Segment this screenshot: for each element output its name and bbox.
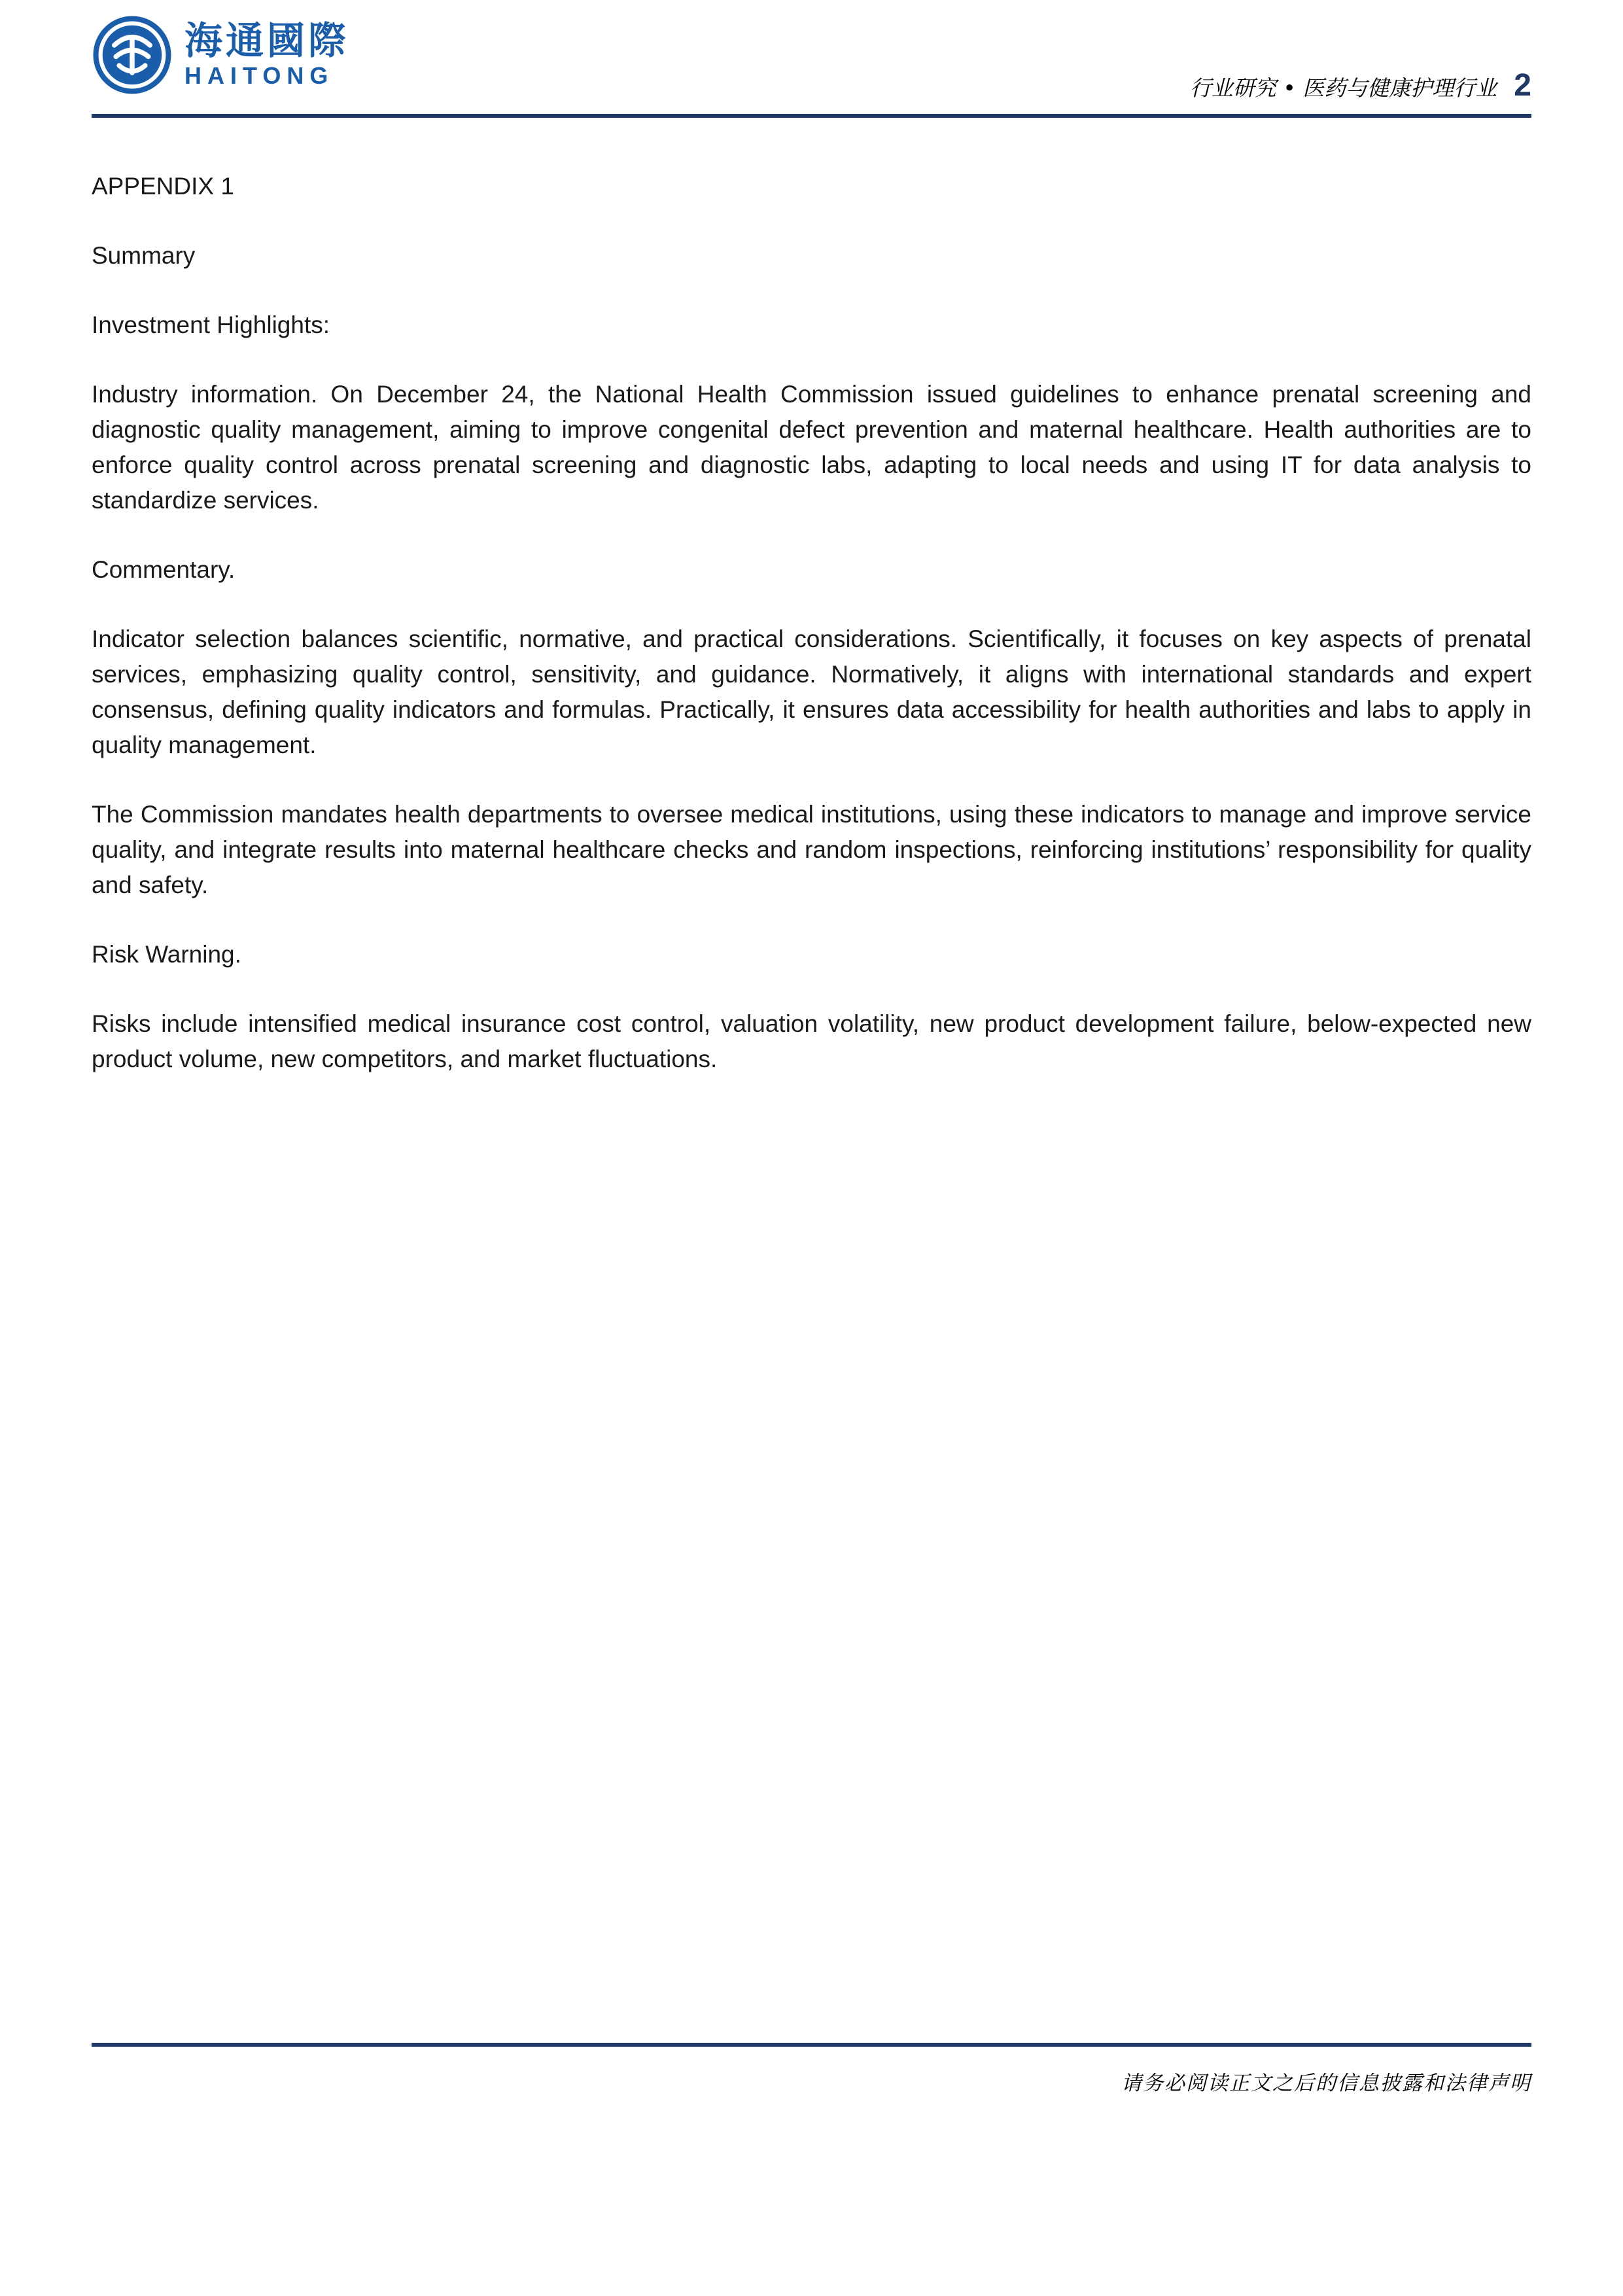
- page-content: [92, 0, 1531, 1111]
- header-divider: [92, 114, 1531, 118]
- footer-divider: [92, 2043, 1531, 2047]
- logo-english-name: HAITONG: [184, 62, 334, 89]
- risk-factors-paragraph: Risks include intensified medical insurance cost control, valuation volatility, new product development failure, below-expected new product volume, new competitors, and market fluctuations.: [92, 1010, 1531, 1073]
- appendix-heading: APPENDIX 1: [92, 173, 234, 200]
- document-body: [92, 169, 1531, 1077]
- footer-disclaimer: 请务必阅读正文之后的信息披露和法律声明: [1121, 2072, 1531, 2095]
- investment-highlights-label: Investment Highlights:: [92, 311, 330, 339]
- page-footer: [92, 2043, 1531, 2096]
- commission-mandate-paragraph: The Commission mandates health departments to oversee medical institutions, using these indicators to manage and improve service quality, and integrate results into maternal healthcare checks and random inspections, reinforcing institutions’ responsibility for quality and safety.: [92, 801, 1531, 899]
- header-right: [1190, 67, 1531, 110]
- haitong-logo: [92, 14, 349, 96]
- logo-wordmark: [184, 19, 350, 89]
- risk-warning-heading: Risk Warning.: [92, 941, 241, 968]
- commentary-heading: Commentary.: [92, 556, 236, 584]
- logo-chinese-name: 海通國際: [184, 19, 350, 62]
- page-header: [92, 0, 1531, 110]
- indicator-selection-paragraph: Indicator selection balances scientific, normative, and practical considerations. Scientifically, it focuses on key aspects of prenatal services, emphasizing quality control, sensitivity, and guidance. Normatively, it aligns with international standards and expert consensus, defining quality indicators and formulas. Practically, it ensures data accessibility for health authorities and labs to apply in quality management.: [92, 626, 1531, 759]
- page-number: 2: [1514, 68, 1531, 103]
- report-category-label: 行业研究 • 医药与健康护理行业: [1189, 75, 1497, 101]
- industry-information-paragraph: Industry information. On December 24, the National Health Commission issued guidelines to enhance prenatal screening and diagnostic quality management, aiming to improve congenital defect prevention and maternal healthcare. Health authorities are to enforce quality control across prenatal screening and diagnostic labs, adapting to local needs and using IT for data analysis to standardize services.: [92, 381, 1531, 514]
- haitong-emblem-icon: [92, 14, 173, 96]
- summary-heading: Summary: [92, 242, 196, 270]
